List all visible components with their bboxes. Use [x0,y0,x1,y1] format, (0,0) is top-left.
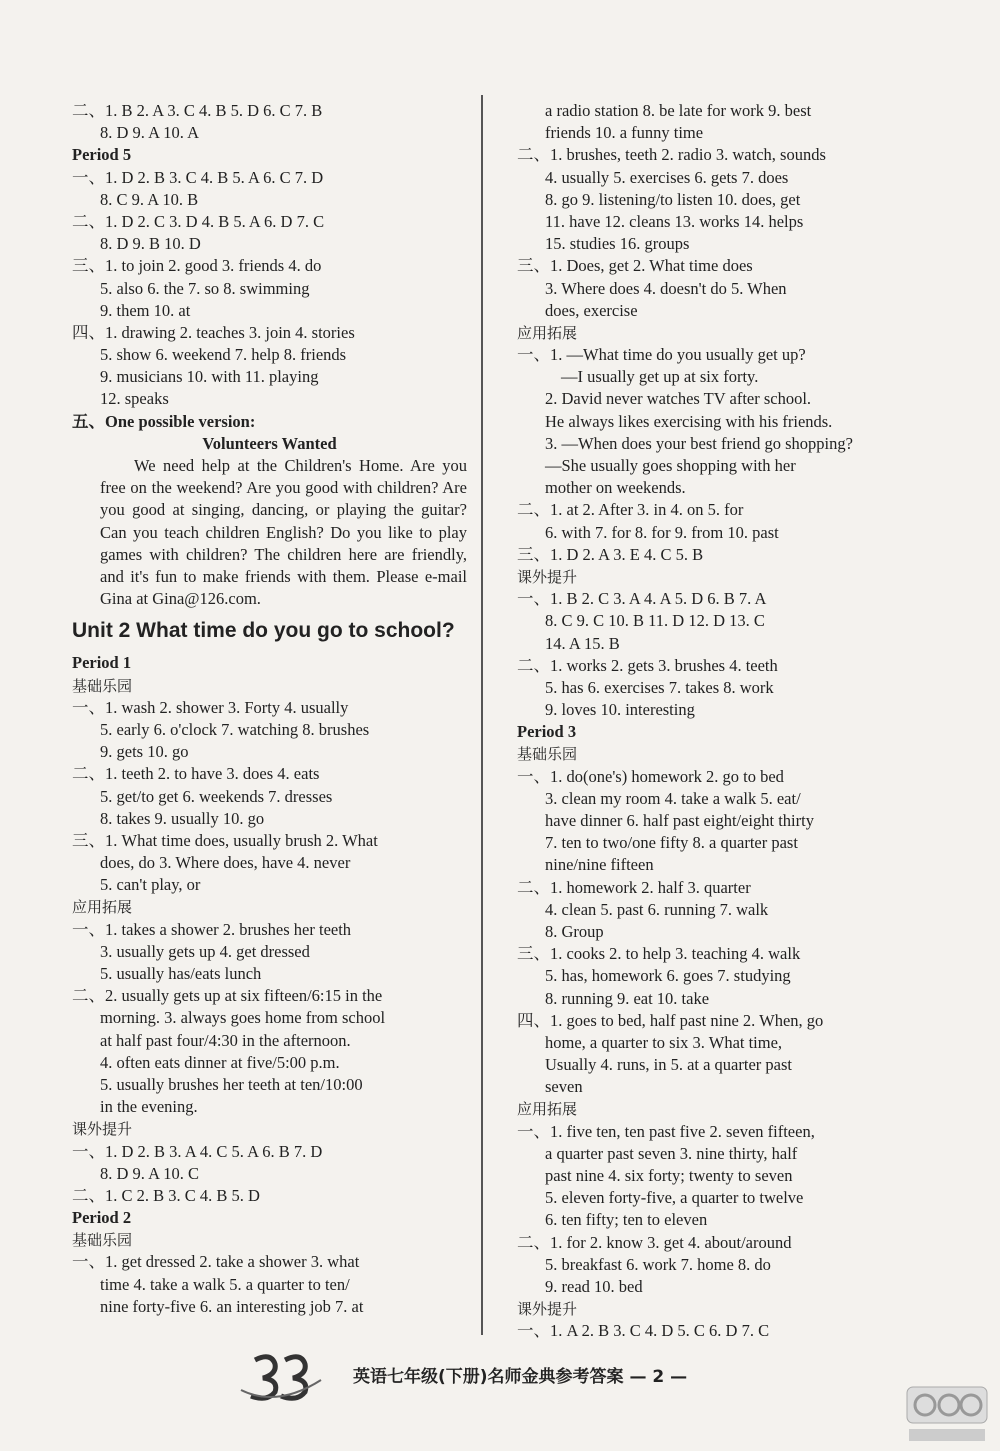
column-divider [481,95,483,1335]
answer-line: 二、1. C 2. B 3. C 4. B 5. D [72,1185,260,1205]
answer-line: He always likes exercising with his friends. [545,411,833,431]
answer-line: 8. C 9. C 10. B 11. D 12. D 13. C [545,611,765,631]
answer-line: 一、1. wash 2. shower 3. Forty 4. usually [72,697,349,717]
answer-line: at half past four/4:30 in the afternoon. [100,1030,351,1050]
answer-line: past nine 4. six forty; twenty to seven [545,1166,793,1185]
answer-line: 基础乐园 [517,745,578,764]
answer-line: 四、1. drawing 2. teaches 3. join 4. stories [72,322,355,342]
right-column [517,100,897,1343]
answer-line: 8. D 9. A 10. A [100,123,200,143]
answer-line: Period 1 [72,653,132,673]
answer-line: does, do 3. Where does, have 4. never [100,853,351,873]
answer-line: 应用拓展 [517,323,578,342]
answer-line: 4. often eats dinner at five/5:00 p.m. [100,1052,340,1072]
answer-line: 11. have 12. cleans 13. works 14. helps [545,211,804,231]
answer-line: 二、1. at 2. After 3. in 4. on 5. for [517,500,744,520]
answer-line: 15. studies 16. groups [545,234,690,254]
answer-line: —She usually goes shopping with her [545,456,796,475]
answer-line: 4. clean 5. past 6. running 7. walk [545,899,769,919]
answer-line: 一、1. A 2. B 3. C 4. D 5. C 6. D 7. C [517,1321,770,1341]
answer-line: 5. early 6. o'clock 7. watching 8. brushes [100,719,370,739]
answer-line: 四、1. goes to bed, half past nine 2. When, go [517,1010,824,1030]
answer-line: Volunteers Wanted [202,433,337,453]
answer-line: 3. Where does 4. doesn't do 5. When [545,278,787,298]
answer-line: 三、1. cooks 2. to help 3. teaching 4. walk [517,944,801,964]
answer-line: 二、2. usually gets up at six fifteen/6:15 in the [72,986,383,1006]
answer-line: 14. A 15. B [545,633,620,653]
answer-line: Period 5 [72,145,132,165]
answer-line: 5. show 6. weekend 7. help 8. friends [100,345,347,365]
answer-line: 三、1. D 2. A 3. E 4. C 5. B [517,544,704,564]
answer-line: 课外提升 [517,567,578,586]
answer-line: Usually 4. runs, in 5. at a quarter past [545,1055,792,1075]
answer-line: time 4. take a walk 5. a quarter to ten/ [100,1274,350,1294]
left-column [72,100,467,1318]
answer-line: 二、1. works 2. gets 3. brushes 4. teeth [517,655,778,675]
answer-line: 一、1. D 2. B 3. C 4. B 5. A 6. C 7. D [72,167,324,187]
answer-line: Period 2 [72,1208,132,1228]
answer-line: 三、1. Does, get 2. What time does [517,256,753,276]
answer-line: 三、1. to join 2. good 3. friends 4. do [72,256,322,276]
answer-line: 2. David never watches TV after school. [545,389,812,409]
answer-line: 一、1. five ten, ten past five 2. seven fifteen, [517,1121,815,1141]
answer-line: morning. 3. always goes home from school [100,1008,386,1028]
answer-line: 8. go 9. listening/to listen 10. does, get [545,189,801,209]
answer-line: 3. —When does your best friend go shopping? [545,433,853,453]
answer-line: 应用拓展 [517,1100,578,1119]
answer-line: 5. usually brushes her teeth at ten/10:00 [100,1074,363,1094]
answer-lines-top [72,100,467,455]
answer-line: 5. breakfast 6. work 7. home 8. do [545,1254,771,1274]
answer-line: 五、One possible version: [72,411,256,431]
answer-line: 5. can't play, or [100,875,201,895]
answer-line: have dinner 6. half past eight/eight thirty [545,811,814,830]
answer-line: 基础乐园 [72,676,133,695]
answer-line: 7. ten to two/one fifty 8. a quarter past [545,833,798,853]
answer-line: 9. gets 10. go [100,742,189,762]
answer-line: nine forty-five 6. an interesting job 7. at [100,1296,364,1316]
answer-line: a quarter past seven 3. nine thirty, half [545,1143,798,1163]
answer-line: 三、1. What time does, usually brush 2. What [72,830,378,850]
answer-line: friends 10. a funny time [545,123,704,143]
answer-line: 二、1. for 2. know 3. get 4. about/around [517,1232,792,1252]
answer-lines-right [517,100,897,1343]
sample-essay: We need help at the Children's Home. Are you free on the weekend? Are you good with children? Are you good at singing, dancing, or playing the guitar? Can you teach children English? Do you like to play games with children? The children here are friendly, and it's fun to make friends with them. Please e-mail Gina at Gina@126.com. [100,456,467,609]
answer-line: —I usually get up at six forty. [561,367,759,387]
answer-line: 4. usually 5. exercises 6. gets 7. does [545,167,789,187]
answer-line: 一、1. do(one's) homework 2. go to bed [517,766,784,786]
answer-line: 应用拓展 [72,898,133,917]
answer-line: 5. has 6. exercises 7. takes 8. work [545,677,774,697]
answer-line: 5. also 6. the 7. so 8. swimming [100,278,310,298]
answer-line: 5. has, homework 6. goes 7. studying [545,966,791,986]
answer-line: a radio station 8. be late for work 9. best [545,101,812,120]
answer-line: 二、1. brushes, teeth 2. radio 3. watch, sounds [517,145,826,165]
answer-line: 6. ten fifty; ten to eleven [545,1210,708,1230]
watermark-logo-icon [905,1385,989,1445]
publisher-logo-icon [237,1350,323,1404]
answer-line: 9. them 10. at [100,300,191,320]
answer-line: Period 3 [517,722,577,742]
answer-line: 一、1. get dressed 2. take a shower 3. what [72,1252,360,1272]
answer-line: 8. takes 9. usually 10. go [100,808,265,828]
answer-line: mother on weekends. [545,478,686,498]
answer-line: 8. C 9. A 10. B [100,189,199,209]
answer-line: 5. get/to get 6. weekends 7. dresses [100,786,333,806]
answer-line: 二、1. D 2. C 3. D 4. B 5. A 6. D 7. C [72,211,325,231]
answer-line: does, exercise [545,300,638,320]
answer-line: 12. speaks [100,389,169,409]
answer-line: 8. D 9. B 10. D [100,234,201,254]
answer-line: 3. usually gets up 4. get dressed [100,941,310,961]
answer-line: 3. clean my room 4. take a walk 5. eat/ [545,788,801,808]
answer-lines-unit2 [72,652,467,1318]
answer-line: 二、1. homework 2. half 3. quarter [517,877,751,897]
answer-line: 9. read 10. bed [545,1276,643,1296]
unit-title: Unit 2 What time do you go to school? [72,619,455,643]
answer-line: 一、1. D 2. B 3. A 4. C 5. A 6. B 7. D [72,1141,323,1161]
answer-line: 6. with 7. for 8. for 9. from 10. past [545,522,779,542]
answer-line: seven [545,1077,583,1097]
answer-line: 课外提升 [517,1300,578,1319]
answer-line: 一、1. takes a shower 2. brushes her teeth [72,919,352,939]
answer-line: 8. D 9. A 10. C [100,1163,200,1183]
answer-line: 5. usually has/eats lunch [100,964,262,984]
answer-line: 一、1. B 2. C 3. A 4. A 5. D 6. B 7. A [517,589,767,609]
answer-line: 二、1. teeth 2. to have 3. does 4. eats [72,764,320,784]
answer-line: 课外提升 [72,1120,133,1139]
page-footer: 英语七年级(下册)名师金典参考答案 — 2 — [353,1367,688,1387]
answer-line: 8. running 9. eat 10. take [545,988,710,1008]
answer-line: 9. musicians 10. with 11. playing [100,367,319,387]
answer-line: in the evening. [100,1097,198,1117]
answer-line: home, a quarter to six 3. What time, [545,1032,783,1052]
answer-line: 8. Group [545,921,604,941]
answer-line: 一、1. —What time do you usually get up? [517,345,806,365]
answer-line: 9. loves 10. interesting [545,700,695,720]
answer-line: nine/nine fifteen [545,855,654,875]
answer-line: 二、1. B 2. A 3. C 4. B 5. D 6. C 7. B [72,101,323,120]
answer-line: 5. eleven forty-five, a quarter to twelve [545,1188,804,1208]
answer-line: 基础乐园 [72,1231,133,1250]
